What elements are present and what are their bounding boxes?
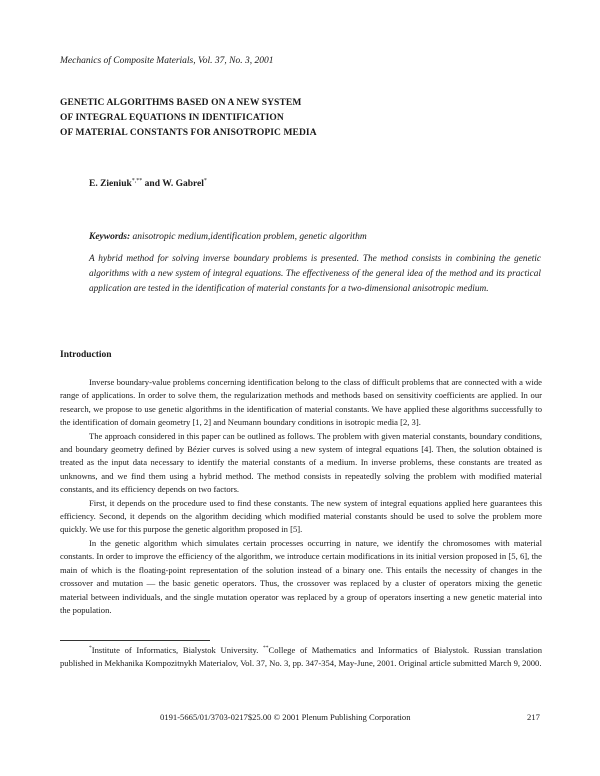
paragraph: First, it depends on the procedure used to find these constants. The new system of integral equations applied here guarantees this efficiency. Second, it depends on the algorithm deciding which modified material constants should be used to solve the problem more quickly. We use for this purpose the genetic algorithm proposed in [5]. xyxy=(60,497,542,535)
keywords-label: Keywords: xyxy=(89,232,131,242)
paragraph: In the genetic algorithm which simulates certain processes occurring in nature, we identify the chromosomes with material constants. In order to improve the efficiency of the algorithm, we introduce certain modifications in its initial version proposed in [5, 6], the main of which is the floating-point representation of the solution instead of a binary one. This entails the necessity of changes in the crossover and mutation — the basic genetic operators. Thus, the crossover was replaced by a cluster of operators mixing the genetic material between individuals, and the single mutation operator was replaced by a group of operators inserting a new genetic material into the population. xyxy=(60,537,542,615)
page-number: 217 xyxy=(527,712,540,722)
section-heading-introduction: Introduction xyxy=(60,350,112,360)
footnote-text xyxy=(60,642,542,671)
paragraph: Inverse boundary-value problems concerning identification belong to the class of difficult problems that are connected with a wide range of applications. In order to solve them, the regularization methods and methods based on sensitivity coefficients are applied. In our research, we propose to use genetic algorithms in the identification of material constants. We have applied these algorithms successfully to the identification of domain geometry [1, 2] and Neumann boundary conditions in isotropic media [2, 3]. xyxy=(60,377,542,428)
keywords-text: anisotropic medium,identification problem, genetic algorithm xyxy=(132,232,367,242)
footnote-affiliation-1: Institute of Informatics, Bialystok University. xyxy=(91,645,264,655)
author-conjunction: and xyxy=(142,179,163,189)
footnote xyxy=(60,642,542,671)
author-2: W. Gabrel xyxy=(162,179,204,189)
authors xyxy=(89,178,207,189)
title-line-1: GENETIC ALGORITHMS BASED ON A NEW SYSTEM xyxy=(60,98,302,108)
author-1-affiliation-mark: *,** xyxy=(131,178,143,184)
footnote-mark-1: * xyxy=(89,645,92,651)
keywords xyxy=(89,232,367,242)
journal-citation: Mechanics of Composite Materials, Vol. 37, No. 3, 2001 xyxy=(60,56,274,66)
introduction-body xyxy=(60,376,542,617)
footnote-affiliation-2: College of Mathematics and Informatics of Bialystok. Russian translation published in Mekhanika Kompozitnykh Materialov, Vol. 37, No. 3, pp. 347-354, May-June, 2001. Original article submitted March 9, 2000. xyxy=(60,645,543,669)
footnote-divider xyxy=(60,640,210,641)
paper-title xyxy=(60,96,317,141)
author-2-affiliation-mark: * xyxy=(203,178,207,184)
footnote-mark-2: ** xyxy=(263,645,269,651)
title-line-2: OF INTEGRAL EQUATIONS IN IDENTIFICATION xyxy=(60,113,284,123)
copyright-line: 0191-5665/01/3703-0217$25.00 © 2001 Plenum Publishing Corporation xyxy=(160,712,411,722)
paragraph: The approach considered in this paper can be outlined as follows. The problem with given material constants, boundary conditions, and boundary geometry defined by Bézier curves is solved using a new system of integral equations [4]. Then, the solution obtained is treated as the input data necessary to identify the material constants of a medium. In inverse problems, these constants are treated as unknowns, and we find them using a hybrid method. The method consists in repeatedly solving the problem with modified material constants, and its efficiency depends on two factors. xyxy=(60,430,542,495)
author-1: E. Zieniuk xyxy=(89,179,132,189)
abstract: A hybrid method for solving inverse boundary problems is presented. The method consists in combining the genetic algorithms with a new system of integral equations. The effectiveness of the general idea of the method and its practical application are tested in the identification of material constants for a two-dimensional anisotropic medium. xyxy=(89,254,541,294)
title-line-3: OF MATERIAL CONSTANTS FOR ANISOTROPIC MEDIA xyxy=(60,128,317,138)
